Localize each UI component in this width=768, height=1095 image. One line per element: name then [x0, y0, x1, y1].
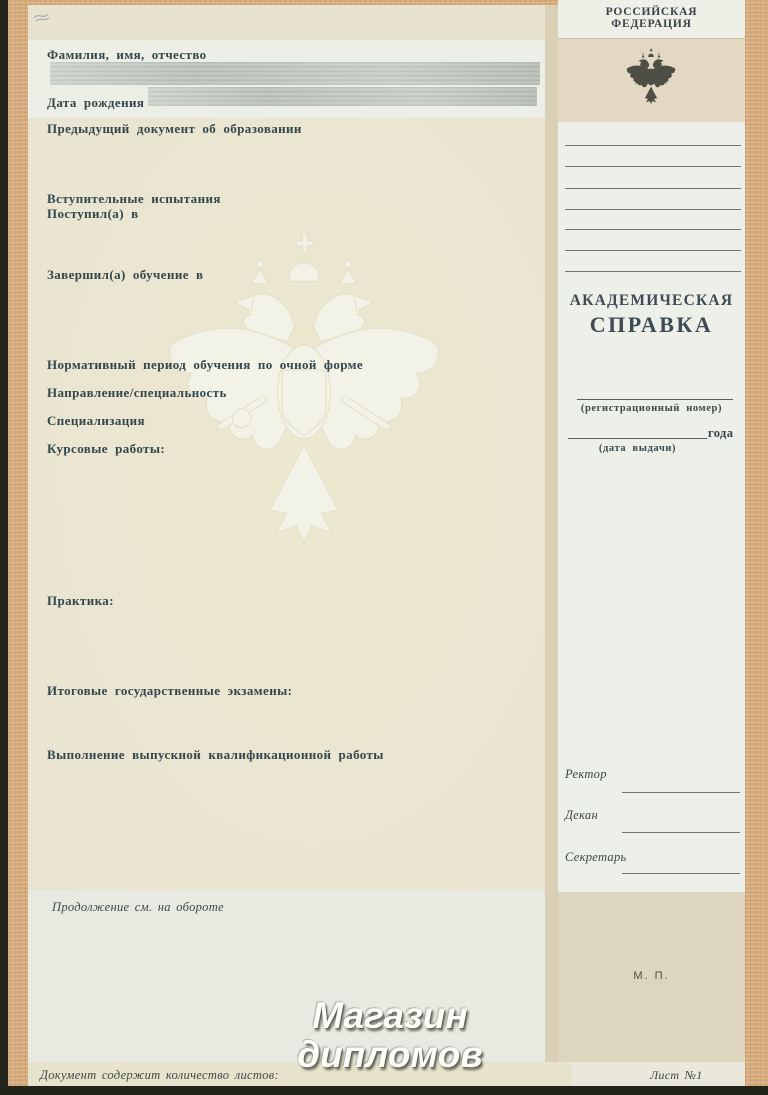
- sheet-number: Лист №1: [650, 1068, 703, 1082]
- stamp-placeholder: М. П.: [633, 970, 670, 982]
- shop-watermark-line1: Магазин: [312, 995, 468, 1036]
- redacted-name-value: [50, 62, 540, 85]
- shop-watermark-line2: дипломов: [297, 1034, 483, 1075]
- scan-bottom-edge: [0, 1086, 768, 1095]
- title-line2: СПРАВКА: [589, 312, 714, 337]
- issue-date-caption: (дата выдачи): [598, 443, 677, 454]
- top-band: [28, 5, 545, 40]
- redacted-birthdate-value: [148, 87, 537, 106]
- rector-label: Ректор: [565, 767, 607, 781]
- dean-signature-line: [622, 832, 740, 833]
- completed-label: Завершил(а) обучение в: [47, 267, 204, 282]
- normative-period-label: Нормативный период обучения по очной форме: [47, 357, 364, 372]
- ruled-line: [565, 250, 741, 251]
- specialization-label: Специализация: [47, 413, 145, 428]
- graduation-work-label: Выполнение выпускной квалификационной работы: [47, 747, 384, 762]
- issue-date-line: [568, 438, 707, 439]
- ruled-line: [565, 166, 741, 167]
- ruled-line: [565, 229, 741, 230]
- rector-signature-line: [622, 792, 740, 793]
- ruled-line: [565, 271, 741, 272]
- document-sheets-label: Документ содержит количество листов:: [40, 1068, 279, 1082]
- practice-label: Практика:: [47, 593, 114, 608]
- registration-number-line: [577, 399, 733, 400]
- year-suffix: года: [708, 426, 734, 440]
- russian-double-headed-eagle-watermark-icon: [148, 230, 460, 588]
- scan-left-edge: [0, 0, 8, 1095]
- ruled-line: [565, 209, 741, 210]
- coat-of-arms-icon: [623, 42, 679, 118]
- ruled-line: [565, 188, 741, 189]
- country-name-line1: РОССИЙСКАЯ: [605, 6, 698, 18]
- title-line1: АКАДЕМИЧЕСКАЯ: [569, 292, 734, 309]
- secretary-signature-line: [622, 873, 740, 874]
- continuation-note: Продолжение см. на обороте: [52, 900, 224, 914]
- document-title: [558, 292, 745, 338]
- ruled-line: [565, 145, 741, 146]
- secretary-label: Секретарь: [565, 850, 627, 864]
- shop-watermark: [215, 996, 565, 1074]
- fio-label: Фамилия, имя, отчество: [47, 47, 207, 62]
- state-exams-label: Итоговые государственные экзамены:: [47, 683, 293, 698]
- country-name-line2: ФЕДЕРАЦИЯ: [611, 18, 692, 30]
- pen-mark: [32, 9, 58, 23]
- previous-document-label: Предыдущий документ об образовании: [47, 121, 302, 136]
- registration-caption: (регистрационный номер): [580, 403, 723, 414]
- dean-label: Декан: [565, 808, 598, 822]
- column-divider: [545, 5, 558, 1062]
- enrolled-label: Поступил(а) в: [47, 206, 139, 221]
- birth-date-label: Дата рождения: [47, 95, 145, 110]
- entrance-exams-label: Вступительные испытания: [47, 191, 221, 206]
- coursework-label: Курсовые работы:: [47, 441, 166, 456]
- federation-header: [558, 6, 745, 30]
- specialty-label: Направление/специальность: [47, 385, 227, 400]
